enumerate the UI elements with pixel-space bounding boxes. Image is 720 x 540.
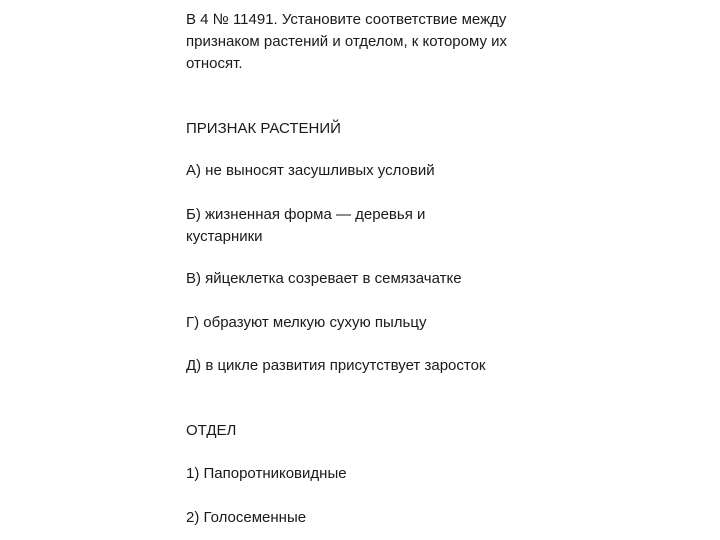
sign-item-b: Б) жизненная форма — деревья и кустарники [186,206,426,245]
departments-heading: ОТДЕЛ [186,422,237,439]
sign-item-e: Д) в цикле развития присутствует заросток [186,357,486,374]
sign-item-a: А) не выносят засушливых условий [186,162,435,179]
signs-heading: ПРИЗНАК РАСТЕНИЙ [186,120,341,137]
task-document [186,0,526,540]
task-title: В 4 № 11491. Установите соответствие между признаком растений и отделом, к которому их относят. [186,11,508,72]
department-item-1: 1) Папоротниковидные [186,465,347,482]
sign-item-c: В) яйцеклетка созревает в семязачатке [186,270,462,287]
department-item-2: 2) Голосеменные [186,509,307,526]
sign-item-d: Г) образуют мелкую сухую пыльцу [186,314,427,331]
